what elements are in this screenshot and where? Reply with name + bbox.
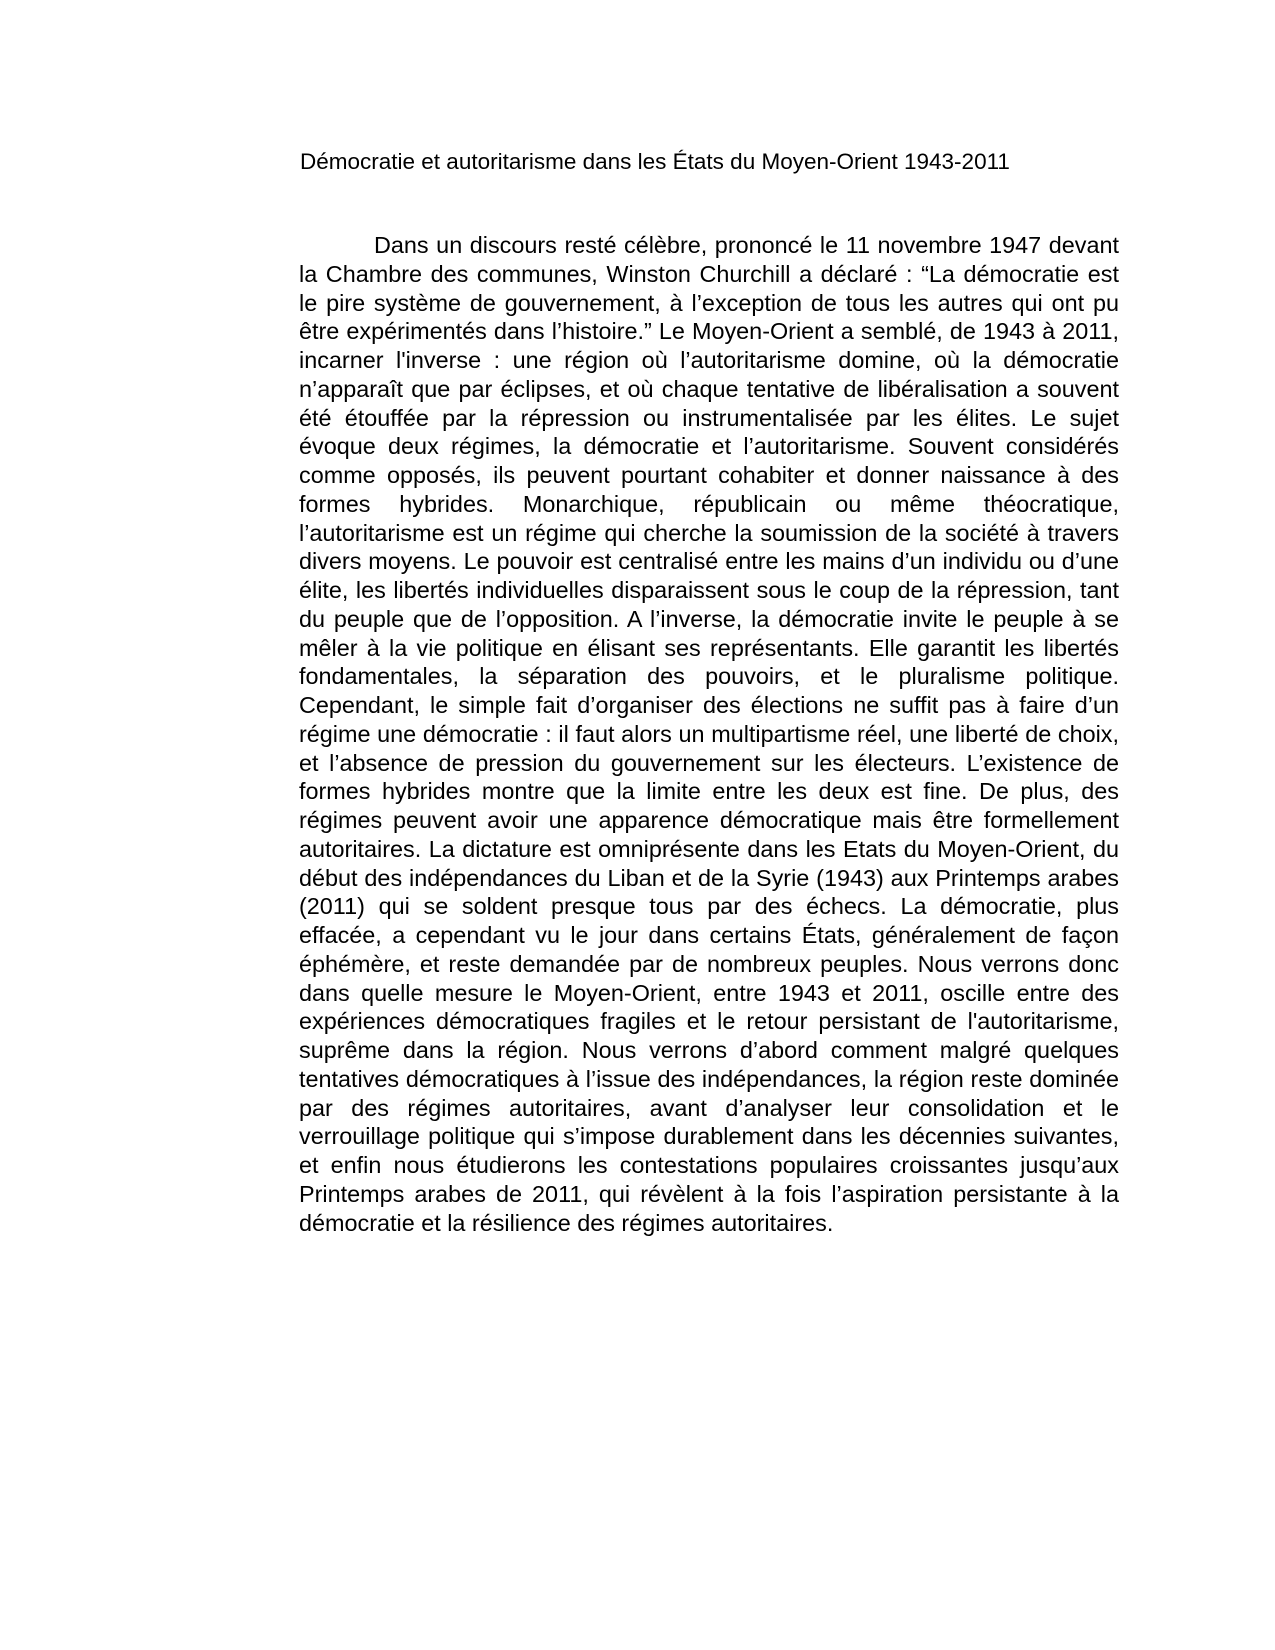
introduction-paragraph: Dans un discours resté célèbre, prononcé le 11 novembre 1947 devant la Chambre des communes, Winston Churchill a déclaré : “La démocratie est le pire système de gouvernement, à l’exception de tous les autres qui ont pu être expérimentés dans l’histoire.” Le Moyen-Orient a semblé, de 1943 à 2011, incarner l'inverse : une région où l’autoritarisme domine, où la démocratie n’apparaît que par éclipses, et où chaque tentative de libéralisation a souvent été étouffée par la répression ou instrumentalisée par les élites. Le sujet évoque deux régimes, la démocratie et l’autoritarisme. Souvent considérés comme opposés, ils peuvent pourtant cohabiter et donner naissance à des formes hybrides. Monarchique, républicain ou même théocratique, l’autoritarisme est un régime qui cherche la soumission de la société à travers divers moyens. Le pouvoir est centralisé entre les mains d’un individu ou d’une élite, les libertés individuelles disparaissent sous le coup de la répression, tant du peuple que de l’opposition. A l’inverse, la démocratie invite le peuple à se mêler à la vie politique en élisant ses représentants. Elle garantit les libertés fondamentales, la séparation des pouvoirs, et le pluralisme politique. Cependant, le simple fait d’organiser des élections ne suffit pas à faire d’un régime une démocratie : il faut alors un multipartisme réel, une liberté de choix, et l’absence de pression du gouvernement sur les électeurs. L’existence de formes hybrides montre que la limite entre les deux est fine. De plus, des régimes peuvent avoir une apparence démocratique mais être formellement autoritaires. La dictature est omniprésente dans les Etats du Moyen-Orient, du début des indépendances du Liban et de la Syrie (1943) aux Printemps arabes (2011) qui se soldent presque tous par des échecs. La démocratie, plus effacée, a cependant vu le jour dans certains États, généralement de façon éphémère, et reste demandée par de nombreux peuples. Nous verrons donc dans quelle mesure le Moyen-Orient, entre 1943 et 2011, oscille entre des expériences démocratiques fragiles et le retour persistant de l'autoritarisme, suprême dans la région. Nous verrons d’abord comment malgré quelques tentatives démocratiques à l’issue des indépendances, la région reste dominée par des régimes autoritaires, avant d’analyser leur consolidation et le verrouillage politique qui s’impose durablement dans les décennies suivantes, et enfin nous étudierons les contestations populaires croissantes jusqu’aux Printemps arabes de 2011, qui révèlent à la fois l’aspiration persistante à la démocratie et la résilience des régimes autoritaires. bbox=[299, 232, 1119, 1236]
document-title: Démocratie et autoritarisme dans les États du Moyen-Orient 1943-2011 bbox=[300, 149, 1010, 174]
